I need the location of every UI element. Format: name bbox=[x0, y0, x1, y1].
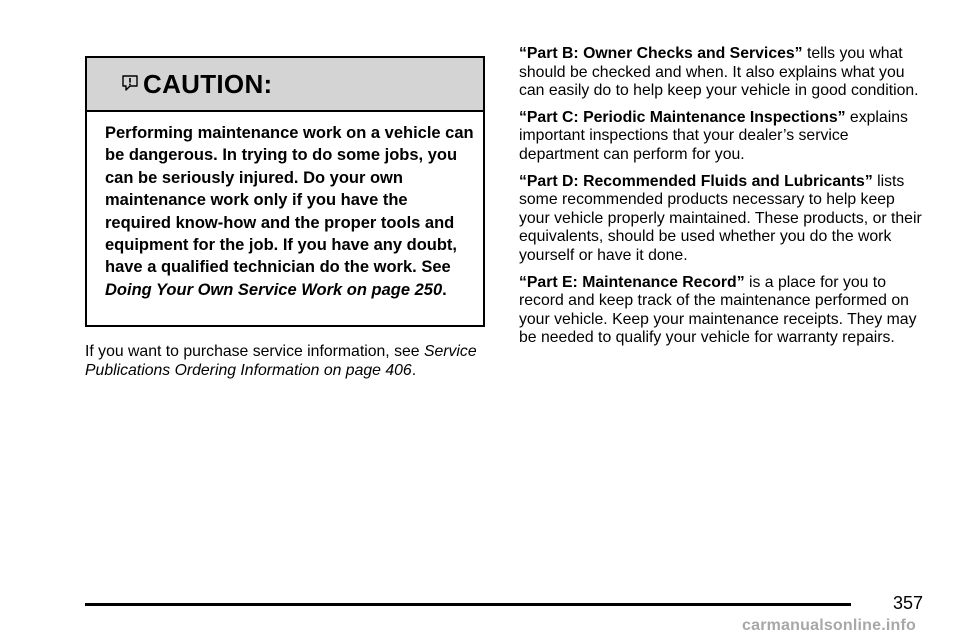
caution-body-text: Performing maintenance work on a vehicle can be dangerous. In trying to do some jobs, you can be seriously injured. Do your own maintenance work only if you have the required know-how and the proper tools and equipment for the job. If you have any doubt, have a qualified technician do the work. See bbox=[105, 124, 474, 277]
part-e-title: “Part E: Maintenance Record” bbox=[519, 273, 745, 291]
parts-column bbox=[519, 45, 929, 356]
service-info-paragraph bbox=[85, 343, 485, 380]
caution-body-end: . bbox=[442, 280, 447, 299]
part-c-paragraph bbox=[519, 109, 929, 165]
caution-box bbox=[85, 56, 485, 327]
part-b-paragraph bbox=[519, 45, 929, 101]
caution-body bbox=[105, 122, 477, 301]
caution-header bbox=[87, 58, 483, 112]
part-c-text: explains important inspections that your dealer’s service department can perform for you. bbox=[519, 108, 908, 163]
part-d-text: lists some recommended products necessary to help keep your vehicle properly maintained. These products, or their equivalents, should be used whether you do the work yourself or have it done. bbox=[519, 172, 922, 264]
part-b-text: tells you what should be checked and when. It also explains what you can easily do to help keep your vehicle in good condition. bbox=[519, 45, 919, 100]
part-d-paragraph bbox=[519, 173, 929, 266]
caution-body-reference: Doing Your Own Service Work on page 250 bbox=[105, 280, 443, 299]
service-info-end: . bbox=[411, 361, 417, 379]
service-info-text: If you want to purchase service information, see bbox=[85, 343, 424, 360]
caution-title: CAUTION: bbox=[143, 69, 273, 99]
service-info-reference: Service Publications Ordering Information on page 406 bbox=[85, 343, 477, 379]
part-d-title: “Part D: Recommended Fluids and Lubricants” bbox=[519, 172, 873, 190]
part-e-text: is a place for you to record and keep track of the maintenance performed on your vehicle. Keep your maintenance receipts. They may be needed to qualify your vehicle for warranty repairs. bbox=[519, 273, 917, 347]
page-number: 357 bbox=[893, 593, 924, 613]
part-e-paragraph bbox=[519, 274, 929, 348]
part-b-title: “Part B: Owner Checks and Services” bbox=[519, 45, 803, 62]
caution-icon bbox=[120, 73, 140, 93]
part-c-title: “Part C: Periodic Maintenance Inspections” bbox=[519, 108, 846, 126]
footer-rule bbox=[85, 603, 851, 606]
watermark: carmanualsonline.info bbox=[742, 617, 917, 634]
